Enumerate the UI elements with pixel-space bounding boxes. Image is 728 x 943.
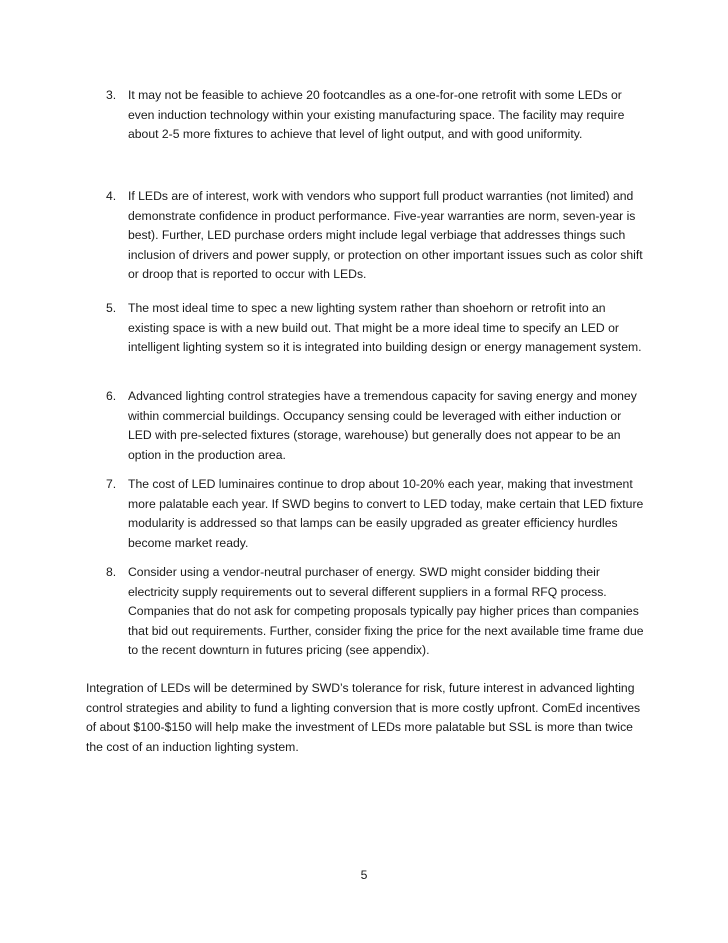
list-item-text: The most ideal time to spec a new lighting system rather than shoehorn or retrofit into an existing space is with a new build out. That might be a more ideal time to specify an LED or intelligent lighting system so it is integrated into building design or energy management system. (128, 301, 642, 355)
list-item-text: Consider using a vendor-neutral purchaser of energy. SWD might consider bidding their electricity supply requirements out to several different suppliers in a formal RFQ process. Companies that do not ask for competing proposals typically pay higher prices than companies that bid out requirements. Further, consider fixing the price for the next available time frame due to the recent downturn in futures pricing (see appendix). (128, 565, 644, 658)
conclusion-paragraph: Integration of LEDs will be determined by SWD’s tolerance for risk, future interest in advanced lighting control strategies and ability to fund a lighting conversion that is more costly upfront. ComEd incentives of about $100-$150 will help make the investment of LEDs more palatable but SSL is more than twice the cost of an induction lighting system. (86, 681, 641, 754)
list-item-text: If LEDs are of interest, work with vendors who support full product warranties (not limited) and demonstrate confidence in product performance. Five-year warranties are norm, seven-year is best). Further, LED purchase orders might include legal verbiage that addresses things such inclusion of drivers and power supply, or protection on other important issues such as color shift or droop that is reported to occur with LEDs. (128, 189, 643, 282)
list-item-number: 6. (106, 389, 117, 403)
list-item-number: 5. (106, 301, 117, 315)
list-item-text: The cost of LED luminaires continue to drop about 10-20% each year, making that investment more palatable each year. If SWD begins to convert to LED today, make certain that LED fixture modularity is addressed so that lamps can be easily upgraded as greater efficiency hurdles become market ready. (128, 477, 644, 550)
list-item-number: 4. (106, 189, 117, 203)
list-item-text: It may not be feasible to achieve 20 footcandles as a one-for-one retrofit with some LEDs or even induction technology within your existing manufacturing space. The facility may require about 2-5 more fixtures to achieve that level of light output, and with good uniformity. (128, 88, 625, 142)
list-item-text: Advanced lighting control strategies have a tremendous capacity for saving energy and money within commercial buildings. Occupancy sensing could be leveraged with either induction or LED with pre-selected fixtures (storage, warehouse) but generally does not appear to be an option in the production area. (128, 389, 637, 462)
list-item-number: 8. (106, 565, 117, 579)
page-number: 5 (360, 868, 368, 882)
list-item-number: 3. (106, 88, 117, 102)
list-item-number: 7. (106, 477, 117, 491)
